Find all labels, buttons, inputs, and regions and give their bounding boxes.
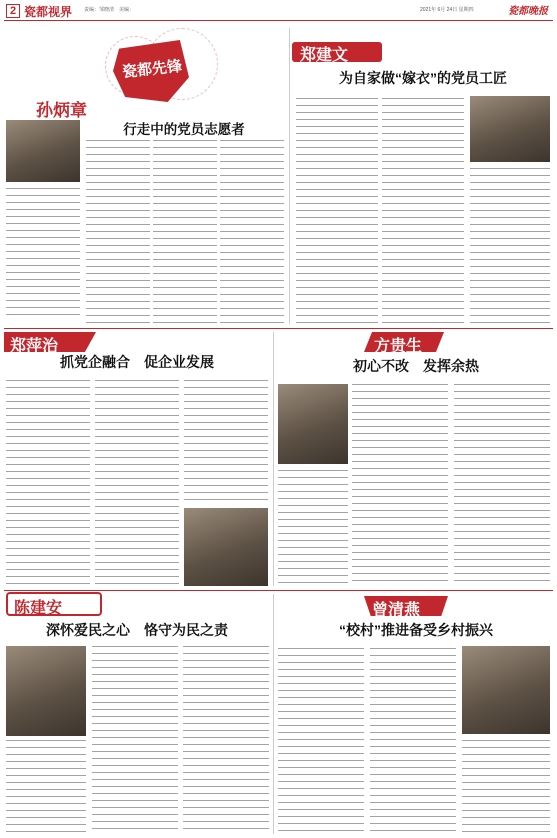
row-divider-2: [4, 590, 553, 591]
body-text-4c: [454, 384, 550, 586]
headline-3: 抓党企融合 促企业发展: [60, 354, 214, 370]
person-name-4: 方贵生: [374, 338, 423, 355]
editor-credit: 责编：邹晓清 美编：: [84, 7, 135, 13]
body-text-6b: [370, 648, 456, 834]
newspaper-logo: 瓷都晚报: [508, 6, 548, 17]
banner-title: 瓷都先锋: [121, 57, 183, 82]
portrait-photo-4: [278, 384, 348, 464]
masthead-rule: [4, 20, 553, 21]
body-text-3c: [184, 380, 268, 504]
row-divider-1: [4, 328, 553, 329]
portrait-photo-2: [470, 96, 550, 162]
issue-date: 2021年 6月 24日 星期四: [420, 7, 474, 13]
body-text-1d: [220, 140, 284, 324]
headline-1: 行走中的党员志愿者: [123, 122, 245, 137]
headline-2: 为自家做“嫁衣”的党员工匠: [339, 70, 507, 86]
body-text-2b: [382, 98, 464, 324]
person-name-1: 孙炳章: [36, 101, 87, 120]
portrait-photo-5: [6, 646, 86, 736]
body-text-4a: [278, 470, 348, 586]
portrait-photo-3: [184, 508, 268, 586]
column-divider-bottom: [273, 594, 274, 834]
person-name-2: 郑建文: [300, 47, 349, 64]
body-text-5a: [6, 740, 86, 834]
body-text-6c: [462, 740, 550, 834]
body-text-2a: [296, 98, 378, 324]
person-name-6: 曾清燕: [372, 602, 421, 619]
person-name-5: 陈建安: [14, 600, 63, 617]
portrait-photo-6: [462, 646, 550, 734]
body-text-3a: [6, 380, 90, 586]
portrait-photo-1: [6, 120, 80, 182]
page-number: 2: [6, 4, 20, 18]
body-text-3b: [95, 380, 179, 586]
body-text-1b: [86, 140, 150, 324]
column-divider-top: [289, 28, 290, 324]
person-name-3: 郑萍治: [10, 338, 59, 355]
section-title: 瓷都视界: [24, 5, 73, 19]
body-text-4b: [352, 384, 448, 586]
body-text-5b: [92, 646, 178, 834]
headline-6: “校村”推进备受乡村振兴: [339, 622, 493, 638]
body-text-1a: [6, 188, 80, 320]
body-text-6a: [278, 648, 364, 834]
column-divider-middle: [273, 332, 274, 586]
body-text-2c: [470, 168, 550, 324]
body-text-1c: [153, 140, 217, 324]
headline-5: 深怀爱民之心 恪守为民之责: [46, 622, 228, 638]
body-text-5c: [183, 646, 269, 834]
headline-4: 初心不改 发挥余热: [353, 358, 479, 374]
